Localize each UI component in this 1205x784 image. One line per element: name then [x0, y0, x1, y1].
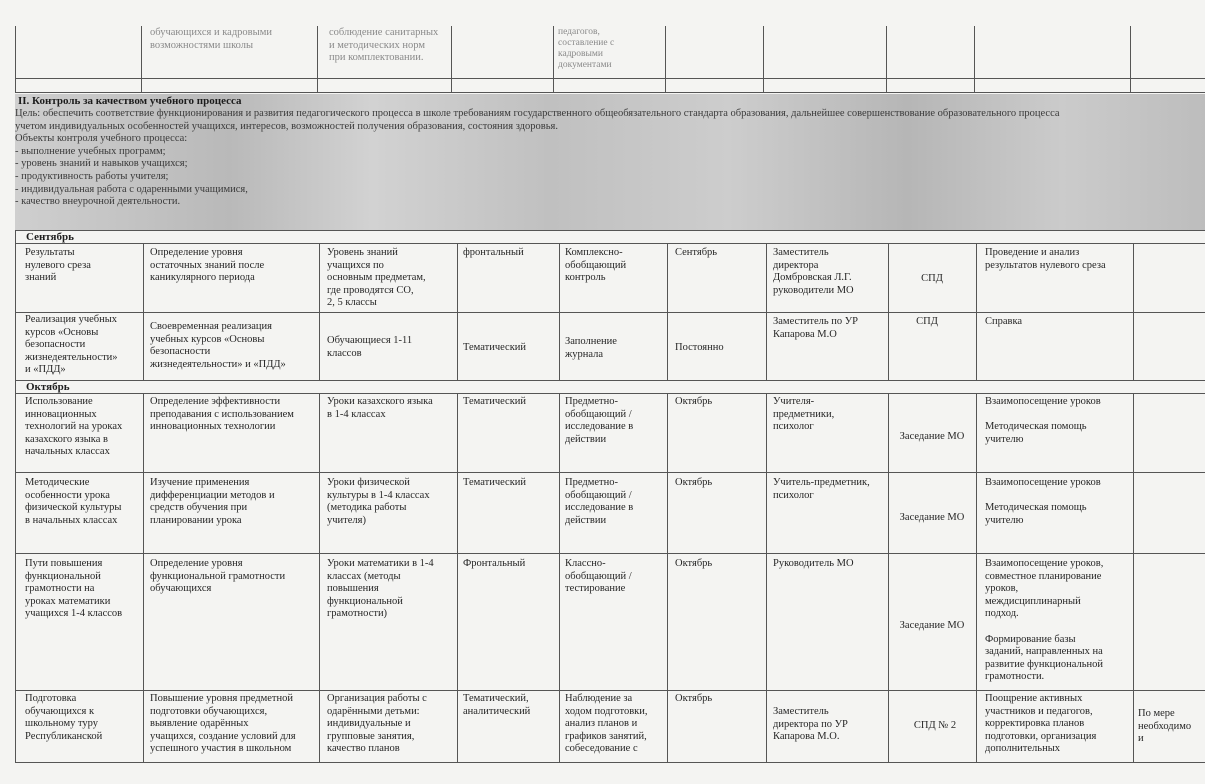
rule	[766, 393, 767, 762]
rule	[15, 230, 16, 763]
rule	[15, 553, 1205, 554]
rule	[15, 690, 1205, 691]
rule	[667, 393, 668, 762]
cell-responsible: Руководитель МО	[773, 558, 854, 569]
cell-type: Фронтальный	[463, 558, 526, 569]
month-label-october: Октябрь	[26, 381, 70, 393]
section-description: Цель: обеспечить соответствие функционирования и развития педагогического процесса в школе требованиям государственного общеобязательного стандарта образования, дальнейшее совершенствование образовательного процесса учетом индивидуальных особенностей учащихся, интересов, возможностей получения образования, состояния здоровья. Объекты контроля учебного процесса: - выполнение учебных программ; - уровень знаний и навыков учащихся; - продуктивность работы учителя; - индивидуальная работа с одаренными учащимися, - качество внеурочной деятельности.	[15, 108, 1060, 208]
cell-result: Справка	[985, 316, 1023, 327]
rule	[457, 393, 458, 762]
rule	[766, 243, 767, 380]
cell-type: фронтальный	[463, 247, 524, 258]
cell-date: Октябрь	[675, 396, 713, 407]
rule	[15, 78, 1205, 79]
cell-review: СПД № 2	[913, 720, 957, 731]
cell-object: Организация работы с одарёнными детьми: индивидуальные и групповые занятия, качество планов	[327, 693, 427, 755]
cell-object: Обучающиеся 1-11 классов	[327, 335, 413, 359]
rule	[143, 243, 144, 380]
cell-responsible: Заместитель директора Домбровская Л.Г. руководители МО	[773, 247, 854, 296]
month-label-september: Сентябрь	[26, 231, 74, 243]
cell-responsible: Заместитель по УР Капарова М.О	[773, 316, 859, 340]
cell-object: Уроки физической культуры в 1-4 классах (методика работы учителя)	[327, 477, 430, 526]
rule	[15, 393, 1205, 394]
cell-date: Октябрь	[675, 558, 713, 569]
cell-top-c2: соблюдение санитарных и методических норм при комплектовании.	[329, 27, 439, 64]
rule	[15, 243, 1205, 244]
cell-goal: Определение уровня остаточных знаний после каникулярного периода	[150, 247, 265, 284]
cell-topic: Пути повышения функциональной грамотности на уроках математики учащихся 1-4 классов	[25, 558, 123, 620]
rule	[976, 393, 977, 762]
rule	[1130, 26, 1131, 93]
section-title: II. Контроль за качеством учебного процесса	[18, 95, 242, 107]
rule	[451, 26, 452, 93]
cell-review: СПД	[921, 273, 943, 284]
cell-date: Сентябрь	[675, 247, 718, 258]
cell-review: Заседание МО	[899, 620, 965, 631]
rule	[457, 243, 458, 380]
rule	[317, 26, 318, 93]
cell-method: Классно- обобщающий / тестирование	[565, 558, 632, 595]
cell-result: Поощрение активных участников и педагогов, корректировка планов подготовки, организация дополнительных	[985, 693, 1097, 755]
cell-topic: Результаты нулевого среза знаний	[25, 247, 91, 284]
cell-top-c1: обучающихся и кадровыми возможностями школы	[150, 27, 272, 51]
cell-responsible: Учитель-предметник, психолог	[773, 477, 870, 501]
rule	[888, 243, 889, 380]
cell-responsible: Учителя- предметники, психолог	[773, 396, 835, 433]
rule	[15, 92, 1205, 93]
rule	[319, 393, 320, 762]
rule	[976, 243, 977, 380]
rule	[143, 393, 144, 762]
cell-review: Заседание МО	[899, 512, 965, 523]
rule	[1133, 393, 1134, 762]
rule	[15, 230, 1205, 231]
cell-method: Предметно- обобщающий / исследование в действии	[565, 477, 634, 526]
cell-object: Уроки математики в 1-4 классах (методы повышения функциональной грамотности)	[327, 558, 434, 620]
cell-goal: Изучение применения дифференциации методов и средств обучения при планировании урока	[150, 477, 275, 526]
rule	[15, 472, 1205, 473]
cell-type: Тематический	[463, 396, 527, 407]
cell-result: Взаимопосещение уроков Методическая помощь учителю	[985, 477, 1101, 526]
cell-result: Взаимопосещение уроков Методическая помощь учителю	[985, 396, 1101, 445]
cell-object: Уроки казахского языка в 1-4 классах	[327, 396, 433, 420]
cell-method: Предметно- обобщающий / исследование в действии	[565, 396, 634, 445]
rule	[559, 243, 560, 380]
rule	[15, 380, 1205, 381]
cell-method: Комплексно- обобщающий контроль	[565, 247, 627, 284]
rule	[886, 26, 887, 93]
rule	[15, 762, 1205, 763]
cell-result: Проведение и анализ результатов нулевого среза	[985, 247, 1106, 271]
rule	[1133, 243, 1134, 380]
cell-goal: Повышение уровня предметной подготовки обучающихся, выявление одарённых учащихся, создание условий для успешного участия в школьном	[150, 693, 296, 755]
rule	[553, 26, 554, 93]
rule	[974, 26, 975, 93]
cell-goal: Определение эффективности преподавания с использованием инновационных технологии	[150, 396, 294, 433]
rule	[15, 312, 1205, 313]
cell-topic: Подготовка обучающихся к школьному туру Республиканской	[25, 693, 103, 742]
rule	[15, 26, 16, 93]
cell-topic: Использование инновационных технологий на уроках казахского языка в начальных классах	[25, 396, 123, 458]
cell-topic: Методические особенности урока физической культуры в начальных классах	[25, 477, 122, 526]
cell-type: Тематический, аналитический	[463, 693, 531, 717]
cell-top-c3: педагогов, составление с кадровыми документами	[558, 27, 615, 70]
cell-date: Октябрь	[675, 693, 713, 704]
cell-goal: Определение уровня функциональной грамотности обучающихся	[150, 558, 286, 595]
rule	[667, 243, 668, 380]
cell-topic: Реализация учебных курсов «Основы безопасности жизнедеятельности» и «ПДД»	[25, 314, 118, 376]
cell-extra: По мере необходимо и	[1138, 708, 1192, 745]
cell-date: Октябрь	[675, 477, 713, 488]
cell-review: Заседание МО	[899, 431, 965, 442]
cell-responsible: Заместитель директора по УР Капарова М.О.	[773, 706, 848, 743]
cell-result: Взаимопосещение уроков, совместное планирование уроков, междисциплинарный подход. Формирование базы заданий, направленных на развитие функциональной грамотности.	[985, 558, 1104, 683]
cell-method: Заполнение журнала	[565, 336, 617, 360]
rule	[665, 26, 666, 93]
rule	[763, 26, 764, 93]
cell-date: Постоянно	[675, 342, 724, 353]
cell-goal: Своевременная реализация учебных курсов «Основы безопасности жизнедеятельности» и «ПДД»	[150, 321, 286, 370]
rule	[559, 393, 560, 762]
cell-method: Наблюдение за ходом подготовки, анализ планов и графиков занятий, собеседование с	[565, 693, 648, 755]
cell-review: СПД	[916, 316, 938, 327]
rule	[888, 393, 889, 762]
cell-type: Тематический	[463, 477, 527, 488]
cell-type: Тематический	[463, 342, 527, 353]
rule	[319, 243, 320, 380]
rule	[141, 26, 142, 93]
cell-object: Уровень знаний учащихся по основным предметам, где проводятся СО, 2, 5 классы	[327, 247, 426, 309]
